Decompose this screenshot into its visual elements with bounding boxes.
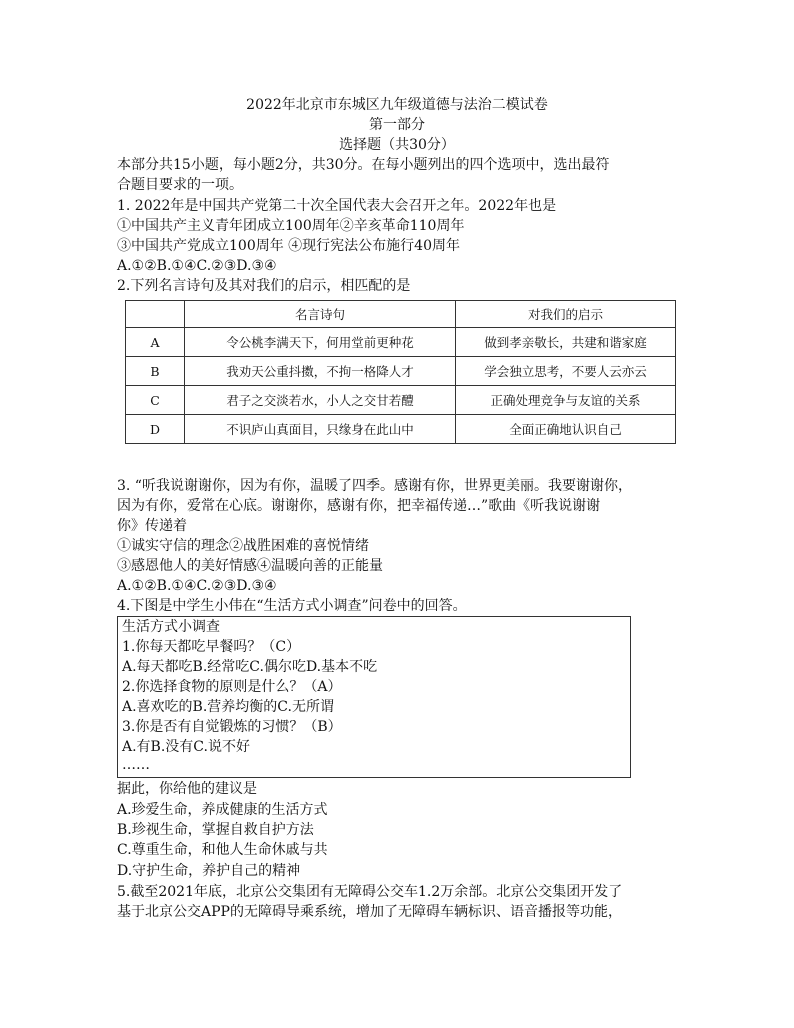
q1-stem: 1. 2022年是中国共产党第二十次全国代表大会召开之年。2022年也是 — [117, 198, 557, 214]
table-row — [126, 357, 676, 386]
q4-ask: 据此，你给他的建议是 — [117, 781, 257, 797]
row-letter: C — [126, 386, 185, 415]
q3-option-line-1: ①诚实守信的理念②战胜困难的喜悦情绪 — [117, 538, 369, 554]
table-row — [126, 328, 676, 357]
q4-choice-a: A.珍爱生命，养成健康的生活方式 — [117, 802, 328, 818]
row-letter: B — [126, 357, 185, 386]
part-heading: 第一部分 — [369, 117, 425, 133]
row-insight: 做到孝亲敬长，共建和谐家庭 — [456, 328, 676, 357]
survey-box — [117, 616, 631, 778]
q4-stem: 4.下图是中学生小伟在“生活方式小调查”问卷中的回答。 — [117, 598, 467, 614]
survey-line: A.喜欢吃的B.营养均衡的C.无所谓 — [122, 699, 334, 715]
table-header-cell — [126, 301, 185, 328]
q2-table — [125, 300, 676, 444]
exam-title: 2022年北京市东城区九年级道德与法治二模试卷 — [246, 97, 548, 113]
q3-line-3: 你》传递着 — [117, 518, 187, 534]
intro-line-2: 合题目要求的一项。 — [117, 177, 243, 193]
row-quote: 君子之交淡若水，小人之交甘若醴 — [185, 386, 456, 415]
intro-line-1: 本部分共15小题，每小题2分，共30分。在每小题列出的四个选项中，选出最符 — [117, 157, 610, 173]
table-header-cell: 对我们的启示 — [456, 301, 676, 328]
survey-title: 生活方式小调查 — [122, 619, 220, 635]
row-letter: A — [126, 328, 185, 357]
q5-line-1: 5.截至2021年底，北京公交集团有无障碍公交车1.2万余部。北京公交集团开发了 — [117, 884, 623, 900]
q4-choice-c: C.尊重生命，和他人生命休戚与共 — [117, 842, 328, 858]
q2-stem: 2.下列名言诗句及其对我们的启示，相匹配的是 — [117, 278, 411, 294]
q1-choices: A.①②B.①④C.②③D.③④ — [117, 258, 277, 274]
table-header-cell: 名言诗句 — [185, 301, 456, 328]
table-header-row — [126, 301, 676, 328]
survey-line: 3.你是否有自觉锻炼的习惯？（B） — [122, 719, 342, 735]
table-row — [126, 415, 676, 444]
q4-choice-d: D.守护生命，养护自己的精神 — [117, 863, 301, 879]
survey-line: A.有B.没有C.说不好 — [122, 739, 250, 755]
survey-ellipsis: …… — [122, 757, 150, 773]
row-insight: 学会独立思考，不要人云亦云 — [456, 357, 676, 386]
q1-option-line-2: ③中国共产党成立100周年 ④现行宪法公布施行40周年 — [117, 238, 460, 254]
row-quote: 不识庐山真面目，只缘身在此山中 — [185, 415, 456, 444]
survey-line: A.每天都吃B.经常吃C.偶尔吃D.基本不吃 — [122, 659, 378, 675]
survey-line: 2.你选择食物的原则是什么？（A） — [122, 679, 342, 695]
row-insight: 正确处理竞争与友谊的关系 — [456, 386, 676, 415]
q3-line-2: 因为有你，爱常在心底。谢谢你，感谢有你，把幸福传递…”歌曲《听我说谢谢 — [117, 498, 601, 514]
row-quote: 我劝天公重抖擞，不拘一格降人才 — [185, 357, 456, 386]
row-insight: 全面正确地认识自己 — [456, 415, 676, 444]
q1-option-line-1: ①中国共产主义青年团成立100周年②辛亥革命110周年 — [117, 218, 465, 234]
q5-line-2: 基于北京公交APP的无障碍导乘系统，增加了无障碍车辆标识、语音播报等功能， — [117, 904, 622, 920]
row-letter: D — [126, 415, 185, 444]
q3-option-line-2: ③感恩他人的美好情感④温暖向善的正能量 — [117, 558, 383, 574]
table-row — [126, 386, 676, 415]
q4-choice-b: B.珍视生命，掌握自救自护方法 — [117, 822, 314, 838]
row-quote: 令公桃李满天下，何用堂前更种花 — [185, 328, 456, 357]
q3-line-1: 3. “听我说谢谢你，因为有你，温暖了四季。感谢有你，世界更美丽。我要谢谢你， — [117, 478, 632, 494]
section-heading: 选择题（共30分） — [339, 137, 455, 153]
q3-choices: A.①②B.①④C.②③D.③④ — [117, 578, 277, 594]
survey-line: 1.你每天都吃早餐吗？（C） — [122, 639, 301, 655]
